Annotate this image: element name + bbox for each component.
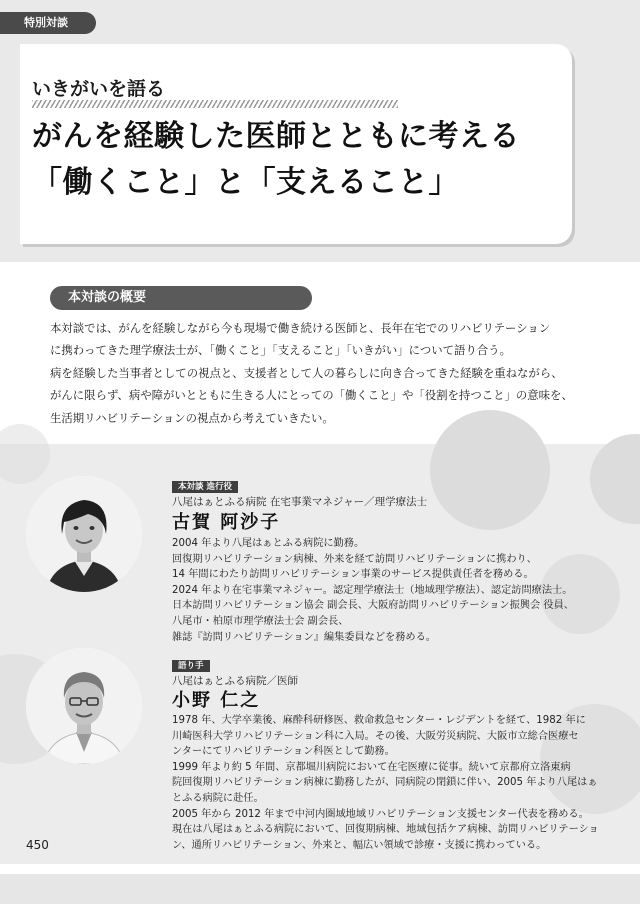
overview-line: がんに限らず、病や障がいとともに生きる人にとっての「働くこと」や「役割を持つこと」の意味を、 xyxy=(50,388,573,403)
article-title xyxy=(32,114,572,206)
person-name: 古賀 阿沙子 xyxy=(172,512,281,533)
article-subtitle: いきがいを語る xyxy=(32,78,166,100)
bio-line: 日本訪問リハビリテーション協会 副会長、大阪府訪問リハビリテーション振興会 役員、 xyxy=(172,600,574,612)
portrait-illustration xyxy=(26,476,142,592)
bio-line: 2005 年から 2012 年まで中河内圏域地域リハビリテーション支援センター代表を務める。 xyxy=(172,808,589,820)
overview-text xyxy=(50,317,610,429)
decor-circle xyxy=(590,434,640,524)
bio-line: とふる病院に赴任。 xyxy=(172,792,264,804)
bio-line: 院回復期リハビリテーション病棟に勤務したが、同病院の閉鎖に伴い、2005 年より八尾はぁ xyxy=(172,777,598,789)
decor-circle xyxy=(430,410,550,530)
role-badge: 語り手 xyxy=(172,660,210,672)
bio-line: 現在は八尾はぁとふる病院において、回復期病棟、地域包括ケア病棟、訪問リハビリテーショ xyxy=(172,824,599,836)
role-badge: 本対談 進行役 xyxy=(172,481,238,493)
portrait-illustration xyxy=(26,648,142,764)
bio-line: 回復期リハビリテーション病棟、外来を経て訪問リハビリテーションに携わり、 xyxy=(172,553,537,565)
overview-line: 病を経験した当事者としての視点と、支援者として人の暮らしに向き合ってきた経験を重ねながら、 xyxy=(50,365,563,380)
bio-line: 雑誌『訪問リハビリテーション』編集委員などを務める。 xyxy=(172,631,436,643)
overview-line: 本対談では、がんを経験しながら今も現場で働き続ける医師と、長年在宅でのリハビリテーション xyxy=(50,321,551,335)
bio-line: 1978 年、大学卒業後、麻酔科研修医、救命救急センター・レジデントを経て、1982 年に xyxy=(172,715,586,726)
footer-band xyxy=(0,874,640,904)
section-tag: 特別対談 xyxy=(0,12,96,34)
decor-circle xyxy=(0,424,50,484)
overview-line: に携わってきた理学療法士が、「働くこと」「支えること」「いきがい」について語り合う。 xyxy=(50,343,511,358)
portrait-photo xyxy=(26,476,142,592)
title-line-2: 「働くこと」と「支えること」 xyxy=(32,165,459,200)
bio-text xyxy=(172,536,574,645)
bio-line: 1999 年より約 5 年間、京都堀川病院において在宅医療に従事。続いて京都府立洛東病 xyxy=(172,761,571,773)
bio-line: ンターにてリハビリテーション科医として勤務。 xyxy=(172,746,395,758)
bio-line: 川崎医科大学リハビリテーション科に入局。その後、大阪労災病院、大阪市立総合医療セ xyxy=(172,730,579,742)
title-line-1: がんを経験した医師とともに考える xyxy=(32,119,520,154)
bio-line: 2024 年より在宅事業マネジャー。認定理学療法士（地域理学療法）、認定訪問療法士。 xyxy=(172,584,573,596)
hatch-divider xyxy=(32,100,398,108)
person-name: 小野 仁之 xyxy=(172,690,261,711)
portrait-photo xyxy=(26,648,142,764)
affiliation: 八尾はぁとふる病院 在宅事業マネジャー／理学療法士 xyxy=(172,496,428,508)
affiliation: 八尾はぁとふる病院／医師 xyxy=(172,675,298,687)
bio-line: 八尾市・柏原市理学療法士会 副会長、 xyxy=(172,615,349,627)
bio-text xyxy=(172,713,599,853)
overview-heading: 本対談の概要 xyxy=(50,286,312,310)
bio-line: 2004 年より八尾はぁとふる病院に勤務。 xyxy=(172,538,365,549)
page-number: 450 xyxy=(26,838,49,852)
bio-line: ン、通所リハビリテーション、外来と、幅広い領域で診療・支援に携わっている。 xyxy=(172,839,547,851)
bio-line: 14 年間にわたり訪問リハビリテーション事業のサービス提供責任者を務める。 xyxy=(172,569,534,581)
overview-line: 生活期リハビリテーションの視点から考えていきたい。 xyxy=(50,410,334,425)
